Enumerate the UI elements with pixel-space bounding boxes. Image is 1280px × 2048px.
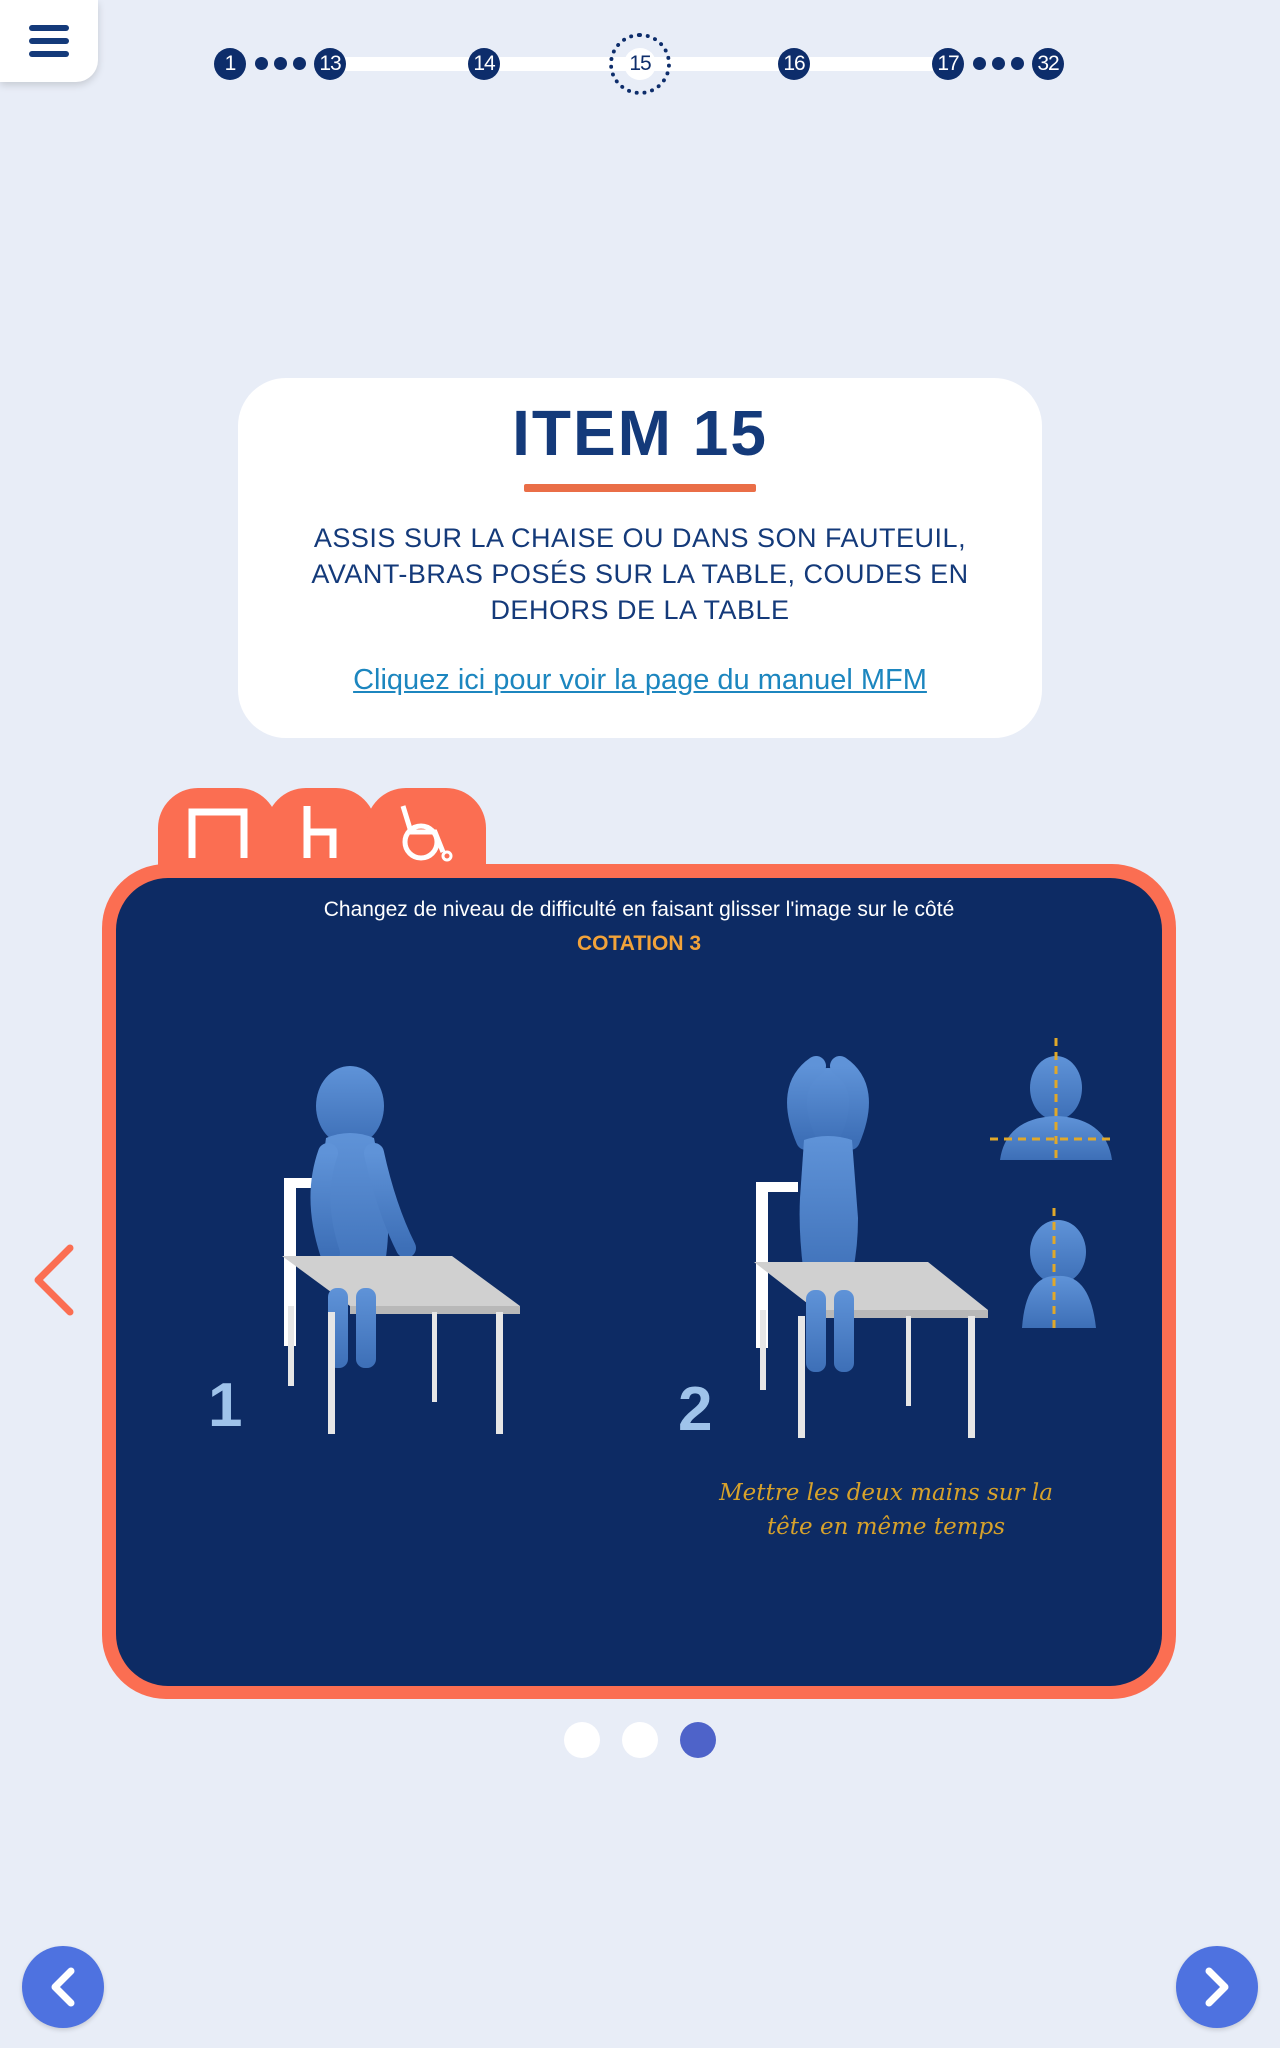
- swipe-instruction: Changez de niveau de difficulté en faisant glisser l'image sur le côté: [323, 898, 955, 921]
- step-ellipsis-dot: [1011, 57, 1024, 70]
- step-ellipsis-dot: [274, 57, 287, 70]
- wheelchair-icon: [395, 802, 457, 864]
- step-ellipsis-dot: [255, 57, 268, 70]
- item-progress-stepper: [0, 0, 1280, 130]
- head-front-view: [990, 1038, 1116, 1160]
- item-description: ASSIS SUR LA CHAISE OU DANS SON FAUTEUIL, AVANT-BRAS POSÉS SUR LA TABLE, COUDES EN DEHORS DE LA TABLE: [311, 523, 969, 625]
- item-card: [238, 378, 1042, 738]
- pager-dot-3-active[interactable]: [680, 1722, 716, 1758]
- chevron-left-icon: [45, 1967, 81, 2007]
- step-2-figure: [754, 1066, 988, 1438]
- carousel-pager: [0, 1722, 1280, 1762]
- pager-dot-2[interactable]: [622, 1722, 658, 1758]
- title-underline: [524, 484, 756, 492]
- caption-line-2: tête en même temps: [766, 1514, 1006, 1540]
- chair-icon: [299, 806, 343, 860]
- carousel-prev-button[interactable]: [28, 1240, 78, 1320]
- chevron-right-icon: [1199, 1967, 1235, 2007]
- step-1-figure: [282, 1066, 520, 1434]
- manual-page-link[interactable]: Cliquez ici pour voir la page du manuel MFM: [353, 664, 927, 696]
- exercise-illustration: [116, 878, 1162, 1686]
- previous-item-button[interactable]: [22, 1946, 104, 2028]
- item-title: ITEM 15: [512, 397, 768, 469]
- step-ellipsis-dot: [973, 57, 986, 70]
- step-ellipsis-dot: [293, 57, 306, 70]
- step-13[interactable]: 13: [314, 48, 346, 80]
- step-14[interactable]: 14: [468, 48, 500, 80]
- chevron-left-icon: [28, 1240, 78, 1320]
- step-2-number: 2: [678, 1375, 713, 1444]
- position-tabs: [158, 788, 488, 868]
- next-item-button[interactable]: [1176, 1946, 1258, 2028]
- step-15-current[interactable]: 15: [624, 48, 656, 80]
- step-17[interactable]: 17: [932, 48, 964, 80]
- head-side-view: [1022, 1208, 1096, 1328]
- step-32[interactable]: 32: [1032, 48, 1064, 80]
- step-ellipsis-dot: [992, 57, 1005, 70]
- step-1-number: 1: [208, 1371, 243, 1440]
- illustration-carousel[interactable]: [116, 878, 1162, 1686]
- cotation-label: COTATION 3: [576, 932, 702, 955]
- caption-line-1: Mettre les deux mains sur la: [719, 1480, 1053, 1506]
- step-16[interactable]: 16: [778, 48, 810, 80]
- step-1[interactable]: 1: [214, 48, 246, 80]
- pager-dot-1[interactable]: [564, 1722, 600, 1758]
- table-icon: [186, 806, 250, 860]
- exercise-caption: [686, 1476, 1086, 1544]
